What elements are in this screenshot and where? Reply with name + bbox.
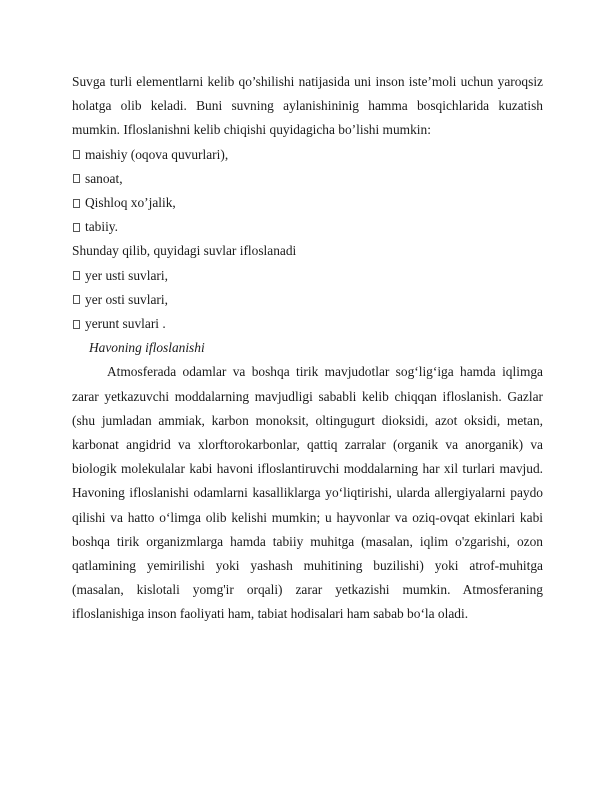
list-item: sanoat,	[72, 167, 543, 191]
bullet-box-icon	[73, 271, 80, 280]
bullet-box-icon	[73, 199, 80, 208]
bullet-box-icon	[73, 174, 80, 183]
text-block	[72, 70, 543, 627]
list-item: yerunt suvlari .	[72, 312, 543, 336]
list-item: tabiiy.	[72, 215, 543, 239]
bullet-box-icon	[73, 320, 80, 329]
intro-paragraph: Suvga turli elementlarni kelib qo’shilishi natijasida uni inson iste’moli uchun yaroqsiz holatga olib keladi. Buni suvning aylanishininig hamma bosqichlarida kuzatish mumkin. Ifloslanishni kelib chiqishi quyidagicha bo’lishi mumkin:	[72, 74, 543, 138]
list-item: Qishloq xo’jalik,	[72, 191, 543, 215]
bullet-box-icon	[73, 295, 80, 304]
list-item: yer osti suvlari,	[72, 288, 543, 312]
bullet-box-icon	[73, 150, 80, 159]
list-item: maishiy (oqova quvurlari),	[72, 143, 543, 167]
bullet-box-icon	[73, 223, 80, 232]
waters-intro: Shunday qilib, quyidagi suvlar ifloslanadi	[72, 243, 297, 259]
body-paragraph: Atmosferada odamlar va boshqa tirik mavjudotlar sog‘lig‘iga hamda iqlimga zarar yetkazuvchi moddalarning mavjudligi sababli kelib chiqqan ifloslanish. Gazlar (shu jumladan ammiak, karbon monoksit, oltingugurt dioksidi, azot oksidi, metan, karbonat angidrid va xlorftorokarbonlar, qattiq zarralar (organik va anorganik) va biologik molekulalar kabi havoni ifloslantiruvchi moddalarning har xil turlari mavjud. Havoning ifloslanishi odamlarni kasalliklarga yo‘liqtirishi, ularda allergiyalarni paydo qilishi va hatto o‘limga olib kelishi mumkin; u hayvonlar va oziq-ovqat ekinlari kabi boshqa tirik organizmlarga hamda tabiiy muhitga (masalan, iqlim o'zgarishi, ozon qatlamining yemirilishi yoki yashash muhitining buzilishi) yoki atrof-muhitga (masalan, kislotali yomg'ir orqali) zarar yetkazishi mumkin. Atmosferaning ifloslanishiga inson faoliyati ham, tabiat hodisalari ham sabab bo‘la oladi.	[72, 364, 543, 622]
list-item: yer usti suvlari,	[72, 264, 543, 288]
section-heading: Havoning ifloslanishi	[89, 340, 205, 356]
